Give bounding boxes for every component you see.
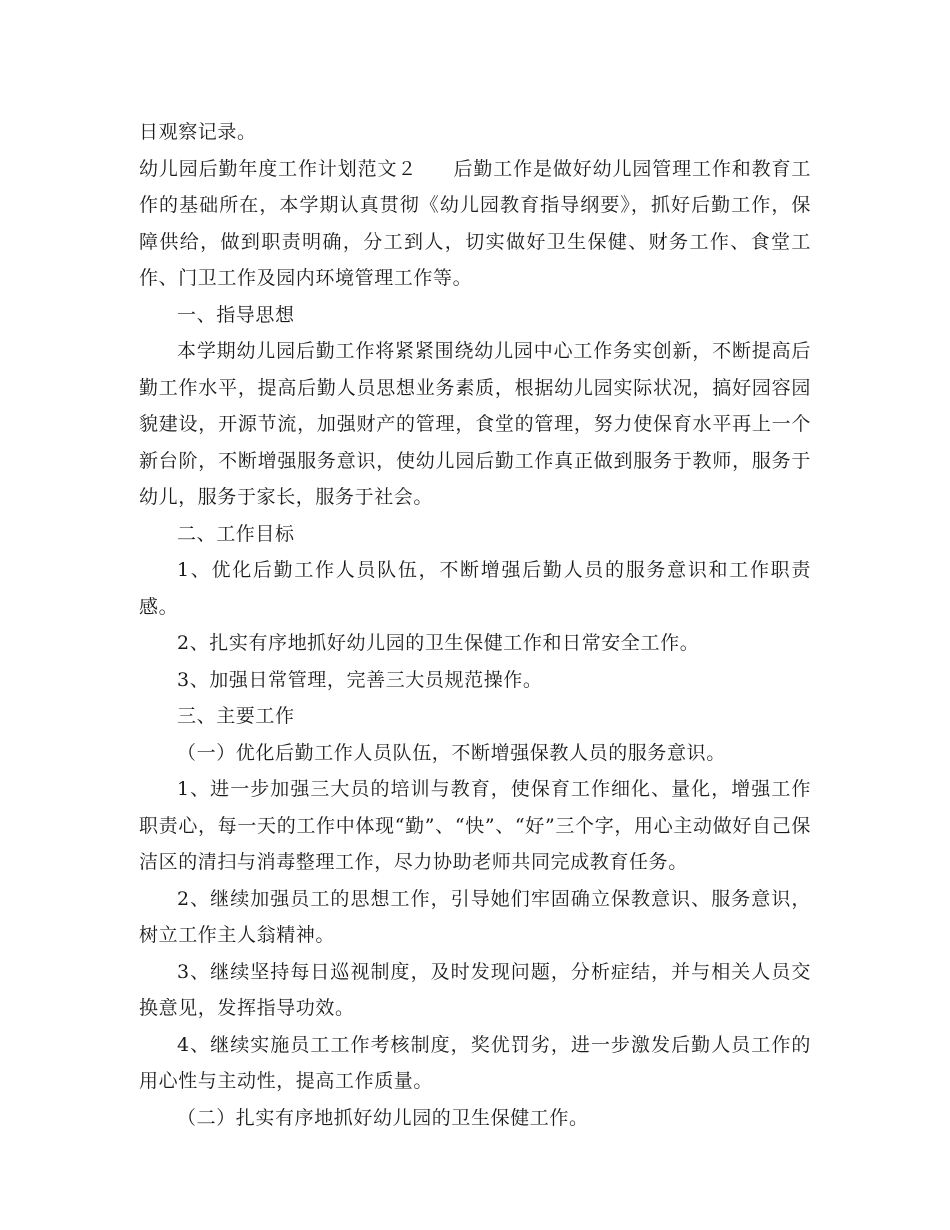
intro-text: 后勤工作是做好幼儿园管理工作和教育工作的基础所在，本学期认真贯彻《幼儿园教育指导纲要》，抓好后勤工作，保障供给，做到职责明确，分工到人，切实做好卫生保健、财务工作、食堂工作、门卫工作及园内环境管理工作等。 <box>139 157 811 289</box>
document-body <box>139 114 811 1136</box>
work-item-1: 1、进一步加强三大员的培训与教育，使保育工作细化、量化，增强工作职责心，每一天的工作中体现“勤”、“快”、“好”三个字，用心主动做好自己保洁区的清扫与消毒整理工作，尽力协助老师共同完成教育任务。 <box>139 778 811 873</box>
work-item-2: 2、继续加强员工的思想工作，引导她们牢固确立保教意识、服务意识，树立工作主人翁精神。 <box>139 887 811 946</box>
subheading-health-care: （二）扎实有序地抓好幼儿园的卫生保健工作。 <box>177 1106 589 1129</box>
heading-guiding-thought: 一、指导思想 <box>177 303 295 326</box>
work-item-3: 3、继续坚持每日巡视制度，及时发现问题，分析症结，并与相关人员交换意见，发挥指导功效。 <box>139 960 811 1019</box>
work-item-4: 4、继续实施员工工作考核制度，奖优罚劣，进一步激发后勤人员工作的用心性与主动性，提高工作质量。 <box>139 1033 811 1092</box>
paragraph-continuation: 日观察记录。 <box>139 121 257 143</box>
paragraph-intro <box>139 151 811 297</box>
heading-main-work: 三、主要工作 <box>177 705 295 727</box>
heading-work-goals: 二、工作目标 <box>177 522 295 545</box>
goal-item-2: 2、扎实有序地抓好幼儿园的卫生保健工作和日常安全工作。 <box>177 632 700 654</box>
goal-item-1: 1、优化后勤工作人员队伍，不断增强后勤人员的服务意识和工作职责感。 <box>139 559 811 618</box>
subheading-staff-team: （一）优化后勤工作人员队伍，不断增强保教人员的服务意识。 <box>177 741 726 764</box>
goal-item-3: 3、加强日常管理，完善三大员规范操作。 <box>177 668 543 691</box>
section-title: 幼儿园后勤年度工作计划范文２ <box>139 157 418 180</box>
paragraph-guiding-thought: 本学期幼儿园后勤工作将紧紧围绕幼儿园中心工作务实创新，不断提高后勤工作水平，提高后勤人员思想业务素质，根据幼儿园实际状况，搞好园容园貌建设，开源节流，加强财产的管理，食堂的管理，努力使保育水平再上一个新台阶，不断增强服务意识，使幼儿园后勤工作真正做到服务于教师，服务于幼儿，服务于家长，服务于社会。 <box>139 340 811 508</box>
